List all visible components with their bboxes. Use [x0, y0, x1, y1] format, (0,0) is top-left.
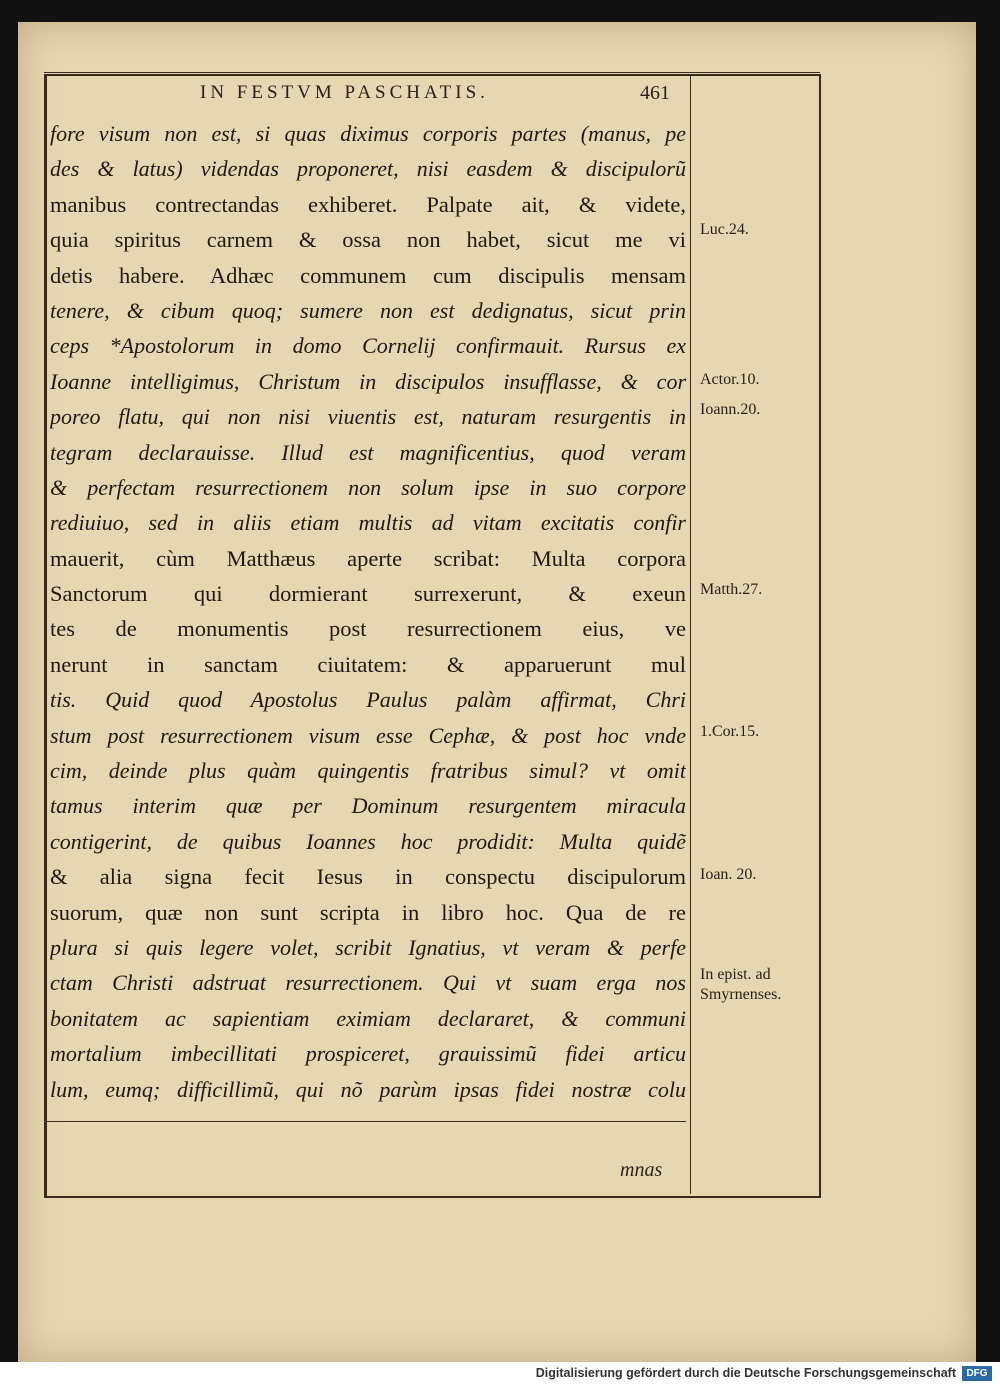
text-line: ceps *Apostolorum in domo Cornelij confirmauit. Rursus ex [50, 333, 686, 359]
margin-rule [690, 76, 691, 1194]
text-line: mauerit, cùm Matthæus aperte scribat: Multa corpora [50, 545, 686, 571]
text-line: suorum, quæ non sunt scripta in libro hoc. Qua de re [50, 899, 686, 925]
text-line: cim, deinde plus quàm quingentis fratribus simul? vt omit [50, 758, 686, 784]
page-number: 461 [640, 82, 670, 104]
bottom-rule [46, 1121, 686, 1122]
text-line: Sanctorum qui dormierant surrexerunt, & exeun [50, 581, 686, 607]
text-line: rediuiuo, sed in aliis etiam multis ad vitam excitatis confir [50, 510, 686, 536]
marginal-note: Ioann.20. [700, 401, 761, 418]
text-line: fore visum non est, si quas diximus corporis partes (manus, pe [50, 121, 686, 146]
running-head: IN FESTVM PASCHATIS. [200, 82, 489, 103]
funding-credit: Digitalisierung gefördert durch die Deutsche Forschungsgemeinschaft [535, 1366, 956, 1380]
text-line: tenere, & cibum quoq; sumere non est dedignatus, sicut prin [50, 297, 686, 323]
text-line: plura si quis legere volet, scribit Ignatius, vt veram & perfe [50, 934, 686, 960]
text-line: mortalium imbecillitati prospiceret, grauissimũ fidei articu [50, 1041, 686, 1067]
marginal-note: 1.Cor.15. [700, 723, 760, 740]
text-line: manibus contrectandas exhiberet. Palpate ait, & videte, [50, 191, 686, 217]
marginal-note: Actor.10. [700, 371, 760, 388]
text-line: quia spiritus carnem & ossa non habet, sicut me vi [50, 227, 686, 253]
marginal-note: Matth.27. [700, 581, 763, 598]
text-line: contigerint, de quibus Ioannes hoc prodidit: Multa quidẽ [50, 828, 686, 854]
text-line: & alia signa fecit Iesus in conspectu discipulorum [50, 864, 686, 890]
text-line: tes de monumentis post resurrectionem eius, ve [50, 616, 686, 642]
text-line: detis habere. Adhæc communem cum discipulis mensam [50, 262, 686, 288]
text-line: tis. Quid quod Apostolus Paulus palàm affirmat, Chri [50, 687, 686, 713]
body-text [50, 116, 686, 1107]
text-line: tamus interim quæ per Dominum resurgentem miracula [50, 793, 686, 819]
text-line: bonitatem ac sapientiam eximiam declararet, & communi [50, 1005, 686, 1031]
text-line: tegram declarauisse. Illud est magnificentius, quod veram [50, 439, 686, 465]
text-line: poreo flatu, qui non nisi viuentis est, naturam resurgentis in [50, 404, 686, 430]
text-line: des & latus) videndas proponeret, nisi easdem & discipulorũ [50, 156, 686, 182]
text-line: lum, eumq; difficillimũ, qui nõ parùm ipsas fidei nostræ colu [50, 1076, 686, 1102]
text-line: stum post resurrectionem visum esse Cephæ, & post hoc vnde [50, 722, 686, 748]
dfg-logo: DFG [962, 1366, 992, 1381]
text-line: nerunt in sanctam ciuitatem: & apparuerunt mul [50, 651, 686, 677]
marginal-note: Luc.24. [700, 221, 749, 238]
top-rule [44, 72, 820, 73]
marginal-note: In epist. ad Smyrnenses. [700, 966, 782, 1003]
text-line: ctam Christi adstruat resurrectionem. Qui vt suam erga nos [50, 970, 686, 996]
text-line: & perfectam resurrectionem non solum ipse in suo corpore [50, 474, 686, 500]
text-line: Ioanne intelligimus, Christum in discipulos insufflasse, & cor [50, 368, 686, 394]
footer-bar [0, 1362, 1000, 1385]
marginal-note: Ioan. 20. [700, 866, 757, 883]
catchword: mnas [620, 1159, 663, 1181]
